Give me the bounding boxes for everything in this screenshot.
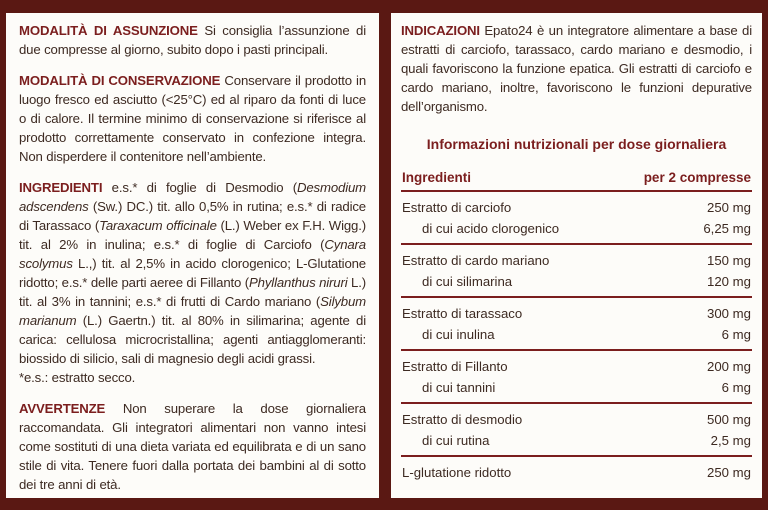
ingredient-value: 500 mg: [707, 412, 751, 427]
ingredienti-text: L.) tit. al 3% in tannini; e.s.* di frutti di Cardo mariano (: [19, 275, 366, 309]
ingredient-value: 200 mg: [707, 359, 751, 374]
subcomponent-value: 2,5 mg: [710, 433, 751, 448]
table-row: [402, 197, 751, 218]
avvertenze-text: Non superare la dose giornaliera raccomandata. Gli integratori alimentari non vanno intesi come sostituti di una dieta variata ed equilibrata e di un sano stile di vita. Tenere fuori dalla portata dei bambini al di sotto dei tre anni di età.: [19, 401, 366, 492]
ingredienti-text: (L.) Gaertn.) tit. al 80% in silimarina; agente di carica: cellulosa microcristallina; agenti antiagglomeranti: biossido di silicio, sali di magnesio degli acidi grassi.: [19, 313, 366, 366]
table-subrow: [402, 271, 751, 292]
table-subrow: [402, 377, 751, 398]
latin-name: Phyllanthus niruri: [249, 275, 348, 290]
assunzione-heading: MODALITÀ DI ASSUNZIONE: [19, 23, 198, 38]
latin-name: Silybum marianum: [19, 294, 366, 328]
ingredient-name: Estratto di tarassaco: [402, 306, 523, 321]
subcomponent-value: 6 mg: [721, 380, 751, 395]
ingredient-name: Estratto di Fillanto: [402, 359, 508, 374]
table-row-group: [401, 298, 752, 351]
subcomponent-name: di cui rutina: [422, 433, 490, 448]
table-row: [402, 409, 751, 430]
table-row: [402, 303, 751, 324]
ingredient-name: Estratto di cardo mariano: [402, 253, 550, 268]
subcomponent-value: 6 mg: [721, 327, 751, 342]
table-subrow: [402, 430, 751, 451]
column-header-ingredients: Ingredienti: [402, 170, 472, 185]
ingredienti-text: (Sw.) DC.) tit. allo 0,5% in rutina; e.s.* di radice di Tarassaco (: [19, 199, 366, 233]
table-row-group: [401, 457, 752, 487]
table-row-group: [401, 404, 752, 457]
ingredient-value: 250 mg: [707, 200, 751, 215]
table-row-group: [401, 351, 752, 404]
table-subrow: [402, 324, 751, 345]
conservazione-section: [19, 71, 366, 166]
conservazione-text: Conservare il prodotto in luogo fresco ed asciutto (<25°C) ed al riparo da fonti di luce o di calore. Il termine minimo di conservazione si riferisce al prodotto correttamente conservato in confezione integra. Non disperdere il contenitore nell’ambiente.: [19, 73, 366, 164]
ingredient-value: 250 mg: [707, 465, 751, 480]
ingredient-name: Estratto di desmodio: [402, 412, 523, 427]
ingredient-value: 150 mg: [707, 253, 751, 268]
subcomponent-name: di cui silimarina: [422, 274, 513, 289]
estratto-secco-note: *e.s.: estratto secco.: [19, 370, 136, 385]
ingredienti-text: L.,) tit. al 2,5% in acido clorogenico; L-Glutatione ridotto; e.s.* delle parti aeree di Fillanto (: [19, 256, 366, 290]
conservazione-heading: MODALITÀ DI CONSERVAZIONE: [19, 73, 221, 88]
ingredient-name: L-glutatione ridotto: [402, 465, 512, 480]
ingredienti-heading: INGREDIENTI: [19, 180, 103, 195]
indicazioni-heading: INDICAZIONI: [401, 23, 480, 38]
table-row: [402, 462, 751, 483]
subcomponent-name: di cui tannini: [422, 380, 496, 395]
ingredienti-section: [19, 178, 366, 368]
column-header-dose: per 2 compresse: [643, 170, 751, 185]
table-row: [402, 250, 751, 271]
assunzione-text: Si consiglia l’assunzione di due compresse al giorno, subito dopo i pasti principali.: [19, 23, 367, 57]
left-panel: [6, 13, 379, 498]
ingredienti-text: e.s.* di foglie di Desmodio (: [102, 180, 297, 195]
latin-name: Taraxacum officinale: [99, 218, 217, 233]
subcomponent-value: 6,25 mg: [703, 221, 751, 236]
latin-name: Desmodium adscendens: [19, 180, 366, 214]
table-row: [402, 356, 751, 377]
indicazioni-text: Epato24 è un integratore alimentare a base di estratti di carciofo, tarassaco, cardo mariano e desmodio, i quali favoriscono la funzione epatica. Gli estratti di carciofo e cardo mariano, inoltre, favoriscono le funzioni depurative dell’organismo.: [401, 23, 752, 114]
subcomponent-name: di cui inulina: [422, 327, 495, 342]
nutrition-table-header: [401, 170, 752, 192]
nutrition-table-title: Informazioni nutrizionali per dose giornaliera: [426, 136, 727, 152]
table-row-group: [401, 245, 752, 298]
nutrition-table: [401, 170, 752, 487]
latin-name: Cynara scolymus: [19, 237, 366, 271]
subcomponent-name: di cui acido clorogenico: [422, 221, 560, 236]
ingredient-name: Estratto di carciofo: [402, 200, 512, 215]
right-panel: [391, 13, 762, 498]
subcomponent-value: 120 mg: [707, 274, 751, 289]
table-subrow: [402, 218, 751, 239]
assunzione-section: [19, 21, 366, 59]
table-row-group: [401, 192, 752, 245]
avvertenze-section: [19, 399, 366, 494]
ingredienti-text: (L.) Weber ex F.H. Wigg.) tit. al 2% in inulina; e.s.* di foglie di Carciofo (: [19, 218, 366, 252]
indicazioni-section: [401, 21, 752, 116]
ingredient-value: 300 mg: [707, 306, 751, 321]
avvertenze-heading: AVVERTENZE: [19, 401, 106, 416]
